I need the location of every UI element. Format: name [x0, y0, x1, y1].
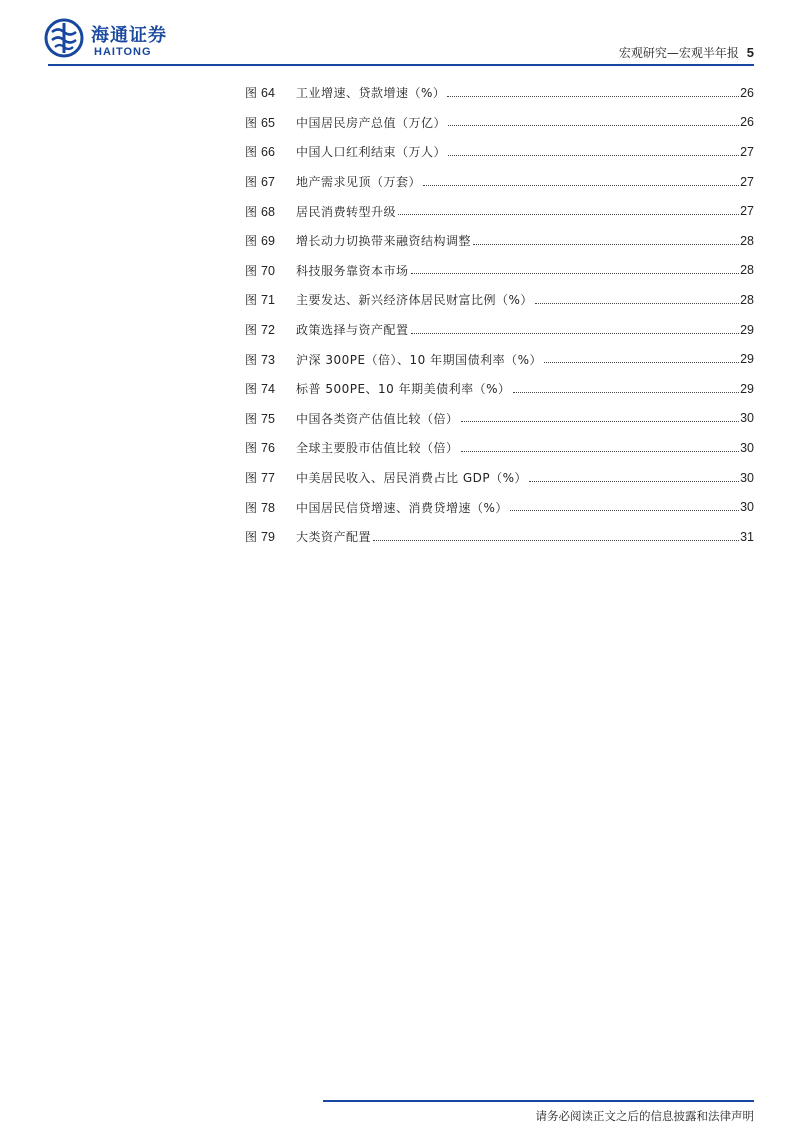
haitong-logo-mark-icon	[44, 18, 84, 58]
figure-page-number: 26	[740, 115, 754, 130]
figure-index: 68	[261, 204, 275, 219]
figure-label: 图	[245, 115, 258, 130]
toc-entry[interactable]	[245, 196, 754, 226]
logo-english-text: HAITONG	[94, 46, 152, 58]
figure-title[interactable]: 中国各类资产估值比较（倍）	[296, 411, 459, 426]
figure-title[interactable]: 中美居民收入、居民消费占比 GDP（%）	[296, 471, 527, 486]
figure-title[interactable]: 工业增速、贷款增速（%）	[296, 86, 446, 101]
figure-page-number: 27	[740, 204, 754, 219]
figure-number	[245, 351, 296, 368]
figure-label: 图	[245, 323, 258, 338]
figure-label: 图	[245, 411, 258, 426]
figure-label: 图	[245, 530, 258, 545]
figure-title[interactable]: 增长动力切换带来融资结构调整	[296, 234, 472, 249]
toc-entry[interactable]	[245, 374, 754, 404]
figure-title[interactable]: 全球主要股市估值比较（倍）	[296, 441, 459, 456]
dot-leader	[447, 95, 739, 97]
page-header	[0, 0, 802, 70]
toc-entry[interactable]	[245, 433, 754, 463]
dot-leader	[529, 480, 739, 482]
figure-index: 78	[261, 500, 275, 515]
figure-title[interactable]: 居民消费转型升级	[296, 204, 397, 219]
figure-number	[245, 84, 296, 101]
report-section-title	[619, 44, 754, 61]
figure-index: 72	[261, 323, 275, 338]
figure-index: 77	[261, 471, 275, 486]
toc-entry[interactable]	[245, 315, 754, 345]
figure-page-number: 28	[740, 233, 754, 248]
figure-title[interactable]: 沪深 300PE（倍）、10 年期国债利率（%）	[296, 352, 543, 367]
figure-index: 74	[261, 382, 275, 397]
figure-page-number: 27	[740, 144, 754, 159]
figure-index: 65	[261, 115, 275, 130]
dot-leader	[448, 124, 739, 126]
figure-page-number: 26	[740, 85, 754, 100]
figure-list	[245, 78, 754, 552]
figure-label: 图	[245, 145, 258, 160]
figure-page-number: 29	[740, 322, 754, 337]
toc-entry[interactable]	[245, 137, 754, 167]
figure-page-number: 29	[740, 381, 754, 396]
dot-leader	[461, 450, 740, 452]
toc-entry[interactable]	[245, 78, 754, 108]
figure-label: 图	[245, 352, 258, 367]
toc-entry[interactable]	[245, 167, 754, 197]
figure-label: 图	[245, 441, 258, 456]
dot-leader	[513, 391, 740, 393]
figure-title[interactable]: 政策选择与资产配置	[296, 323, 409, 338]
figure-label: 图	[245, 382, 258, 397]
figure-page-number: 27	[740, 174, 754, 189]
figure-index: 71	[261, 293, 275, 308]
toc-entry[interactable]	[245, 285, 754, 315]
figure-label: 图	[245, 293, 258, 308]
header-divider	[48, 64, 754, 66]
figure-title[interactable]: 科技服务靠资本市场	[296, 263, 409, 278]
figure-title[interactable]: 地产需求见顶（万套）	[296, 175, 422, 190]
figure-label: 图	[245, 471, 258, 486]
toc-entry[interactable]	[245, 404, 754, 434]
figure-number	[245, 203, 296, 220]
footer-divider	[323, 1100, 754, 1102]
figure-title[interactable]: 主要发达、新兴经济体居民财富比例（%）	[296, 293, 533, 308]
toc-entry[interactable]	[245, 108, 754, 138]
figure-number	[245, 262, 296, 279]
figure-index: 67	[261, 175, 275, 190]
figure-index: 64	[261, 86, 275, 101]
figure-title[interactable]: 中国居民房产总值（万亿）	[296, 115, 447, 130]
dot-leader	[461, 420, 740, 422]
figure-number	[245, 114, 296, 131]
figure-number	[245, 469, 296, 486]
toc-entry[interactable]	[245, 226, 754, 256]
logo-chinese-text: 海通证券	[91, 25, 167, 46]
figure-number	[245, 321, 296, 338]
figure-number	[245, 291, 296, 308]
figure-index: 70	[261, 263, 275, 278]
figure-page-number: 30	[740, 500, 754, 515]
figure-number	[245, 380, 296, 397]
figure-page-number: 30	[740, 470, 754, 485]
figure-index: 79	[261, 530, 275, 545]
dot-leader	[544, 361, 739, 363]
page-number: 5	[746, 45, 754, 60]
figure-page-number: 29	[740, 352, 754, 367]
dot-leader	[411, 332, 740, 334]
section-title-text: 宏观研究—宏观半年报	[618, 46, 739, 60]
footer-disclaimer: 请务必阅读正文之后的信息披露和法律声明	[535, 1109, 754, 1123]
toc-entry[interactable]	[245, 492, 754, 522]
figure-index: 75	[261, 411, 275, 426]
figure-number	[245, 528, 296, 545]
toc-entry[interactable]	[245, 344, 754, 374]
dot-leader	[473, 243, 739, 245]
dot-leader	[510, 509, 739, 511]
figure-index: 73	[261, 352, 275, 367]
figure-title[interactable]: 标普 500PE、10 年期美债利率（%）	[296, 382, 511, 397]
figure-label: 图	[245, 175, 258, 190]
figure-index: 69	[261, 234, 275, 249]
dot-leader	[535, 302, 739, 304]
toc-entry[interactable]	[245, 256, 754, 286]
figure-label: 图	[245, 204, 258, 219]
figure-label: 图	[245, 263, 258, 278]
figure-index: 66	[261, 145, 275, 160]
figure-page-number: 30	[740, 411, 754, 426]
figure-number	[245, 173, 296, 190]
dot-leader	[411, 272, 740, 274]
figure-page-number: 30	[740, 440, 754, 455]
figure-page-number: 28	[740, 292, 754, 307]
figure-title[interactable]: 大类资产配置	[296, 530, 372, 545]
figure-number	[245, 232, 296, 249]
figure-title[interactable]: 中国人口红利结束（万人）	[296, 145, 447, 160]
figure-title[interactable]: 中国居民信贷增速、消费贷增速（%）	[296, 500, 508, 515]
figure-label: 图	[245, 500, 258, 515]
figure-page-number: 31	[740, 529, 754, 544]
dot-leader	[448, 154, 739, 156]
dot-leader	[373, 539, 739, 541]
figure-page-number: 28	[740, 263, 754, 278]
toc-entry[interactable]	[245, 463, 754, 493]
dot-leader	[423, 184, 739, 186]
toc-entry[interactable]	[245, 522, 754, 552]
figure-index: 76	[261, 441, 275, 456]
dot-leader	[398, 213, 739, 215]
figure-number	[245, 499, 296, 516]
figure-number	[245, 143, 296, 160]
figure-label: 图	[245, 86, 258, 101]
haitong-logo	[44, 18, 189, 62]
figure-number	[245, 439, 296, 456]
figure-number	[245, 410, 296, 427]
figure-label: 图	[245, 234, 258, 249]
